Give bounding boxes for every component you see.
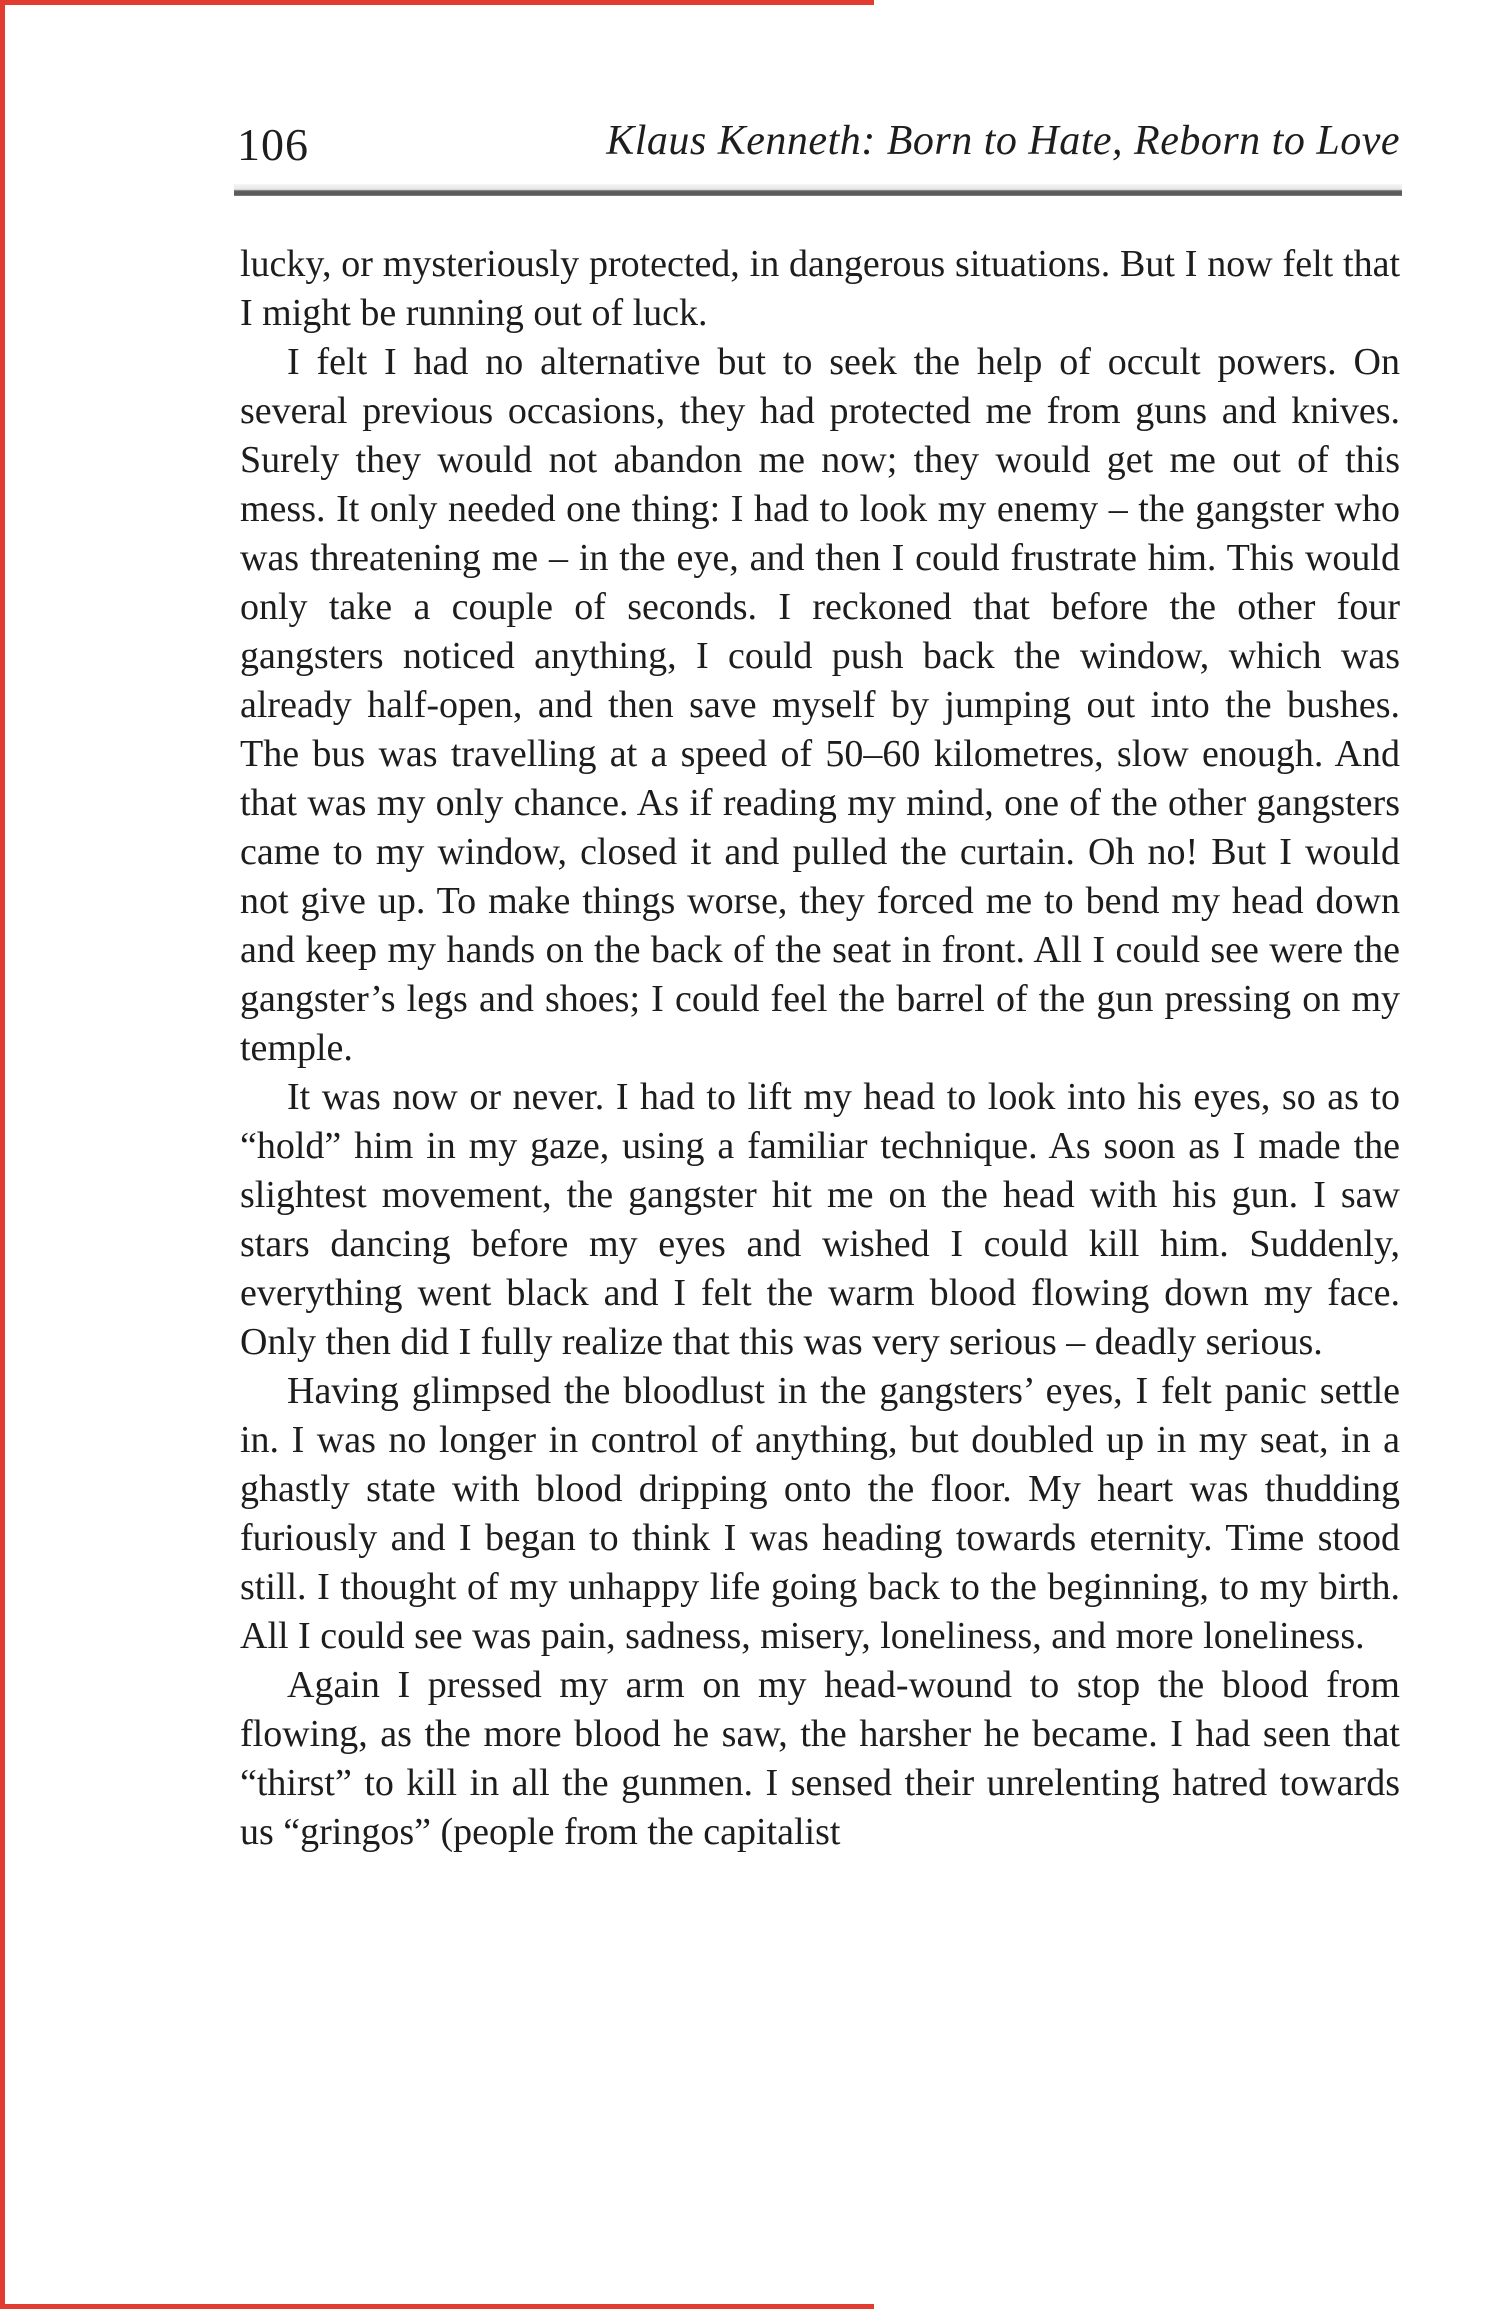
scan-edge-mark-bottom	[0, 2304, 874, 2309]
body-paragraph: lucky, or mysteriously protected, in dangerous situations. But I now felt that I might be running out of luck.	[240, 243, 1400, 334]
header-rule	[234, 184, 1402, 196]
body-paragraph: Again I pressed my arm on my head-wound to stop the blood from flowing, as the more blood he saw, the harsher he became. I had seen that “thirst” to kill in all the gunmen. I sensed their unrelenting hatred towards us “gringos” (people from the capitalist	[240, 1664, 1400, 1853]
body-paragraph: Having glimpsed the bloodlust in the gangsters’ eyes, I felt panic settle in. I was no longer in control of anything, but doubled up in my seat, in a ghastly state with blood dripping onto the floor. My heart was thudding furiously and I began to think I was heading towards eternity. Time stood still. I thought of my unhappy life going back to the beginning, to my birth. All I could see was pain, sadness, misery, loneliness, and more loneliness.	[240, 1370, 1400, 1657]
body-paragraph: I felt I had no alternative but to seek the help of occult powers. On several previous occasions, they had protected me from guns and knives. Surely they would not abandon me now; they would get me out of this mess. It only needed one thing: I had to look my enemy – the gangster who was threatening me – in the eye, and then I could frustrate him. This would only take a couple of seconds. I reckoned that before the other four gangsters noticed anything, I could push back the window, which was already half-open, and then save myself by jumping out into the bushes. The bus was travelling at a speed of 50–60 kilometres, slow enough. And that was my only chance. As if reading my mind, one of the other gangsters came to my window, closed it and pulled the curtain. Oh no! But I would not give up. To make things worse, they forced me to bend my head down and keep my hands on the back of the seat in front. All I could see were the gangster’s legs and shoes; I could feel the barrel of the gun pressing on my temple.	[240, 341, 1400, 1069]
scan-edge-mark-top	[0, 0, 874, 5]
page-number: 106	[237, 119, 309, 170]
body-text	[240, 240, 1400, 1857]
body-paragraph: It was now or never. I had to lift my head to look into his eyes, so as to “hold” him in my gaze, using a familiar technique. As soon as I made the slightest movement, the gangster hit me on the head with his gun. I saw stars dancing before my eyes and wished I could kill him. Suddenly, everything went black and I felt the warm blood flowing down my face. Only then did I fully realize that this was very serious – deadly serious.	[240, 1076, 1400, 1363]
scan-edge-mark-left	[0, 0, 5, 2309]
running-header-title: Klaus Kenneth: Born to Hate, Reborn to Love	[606, 118, 1400, 164]
